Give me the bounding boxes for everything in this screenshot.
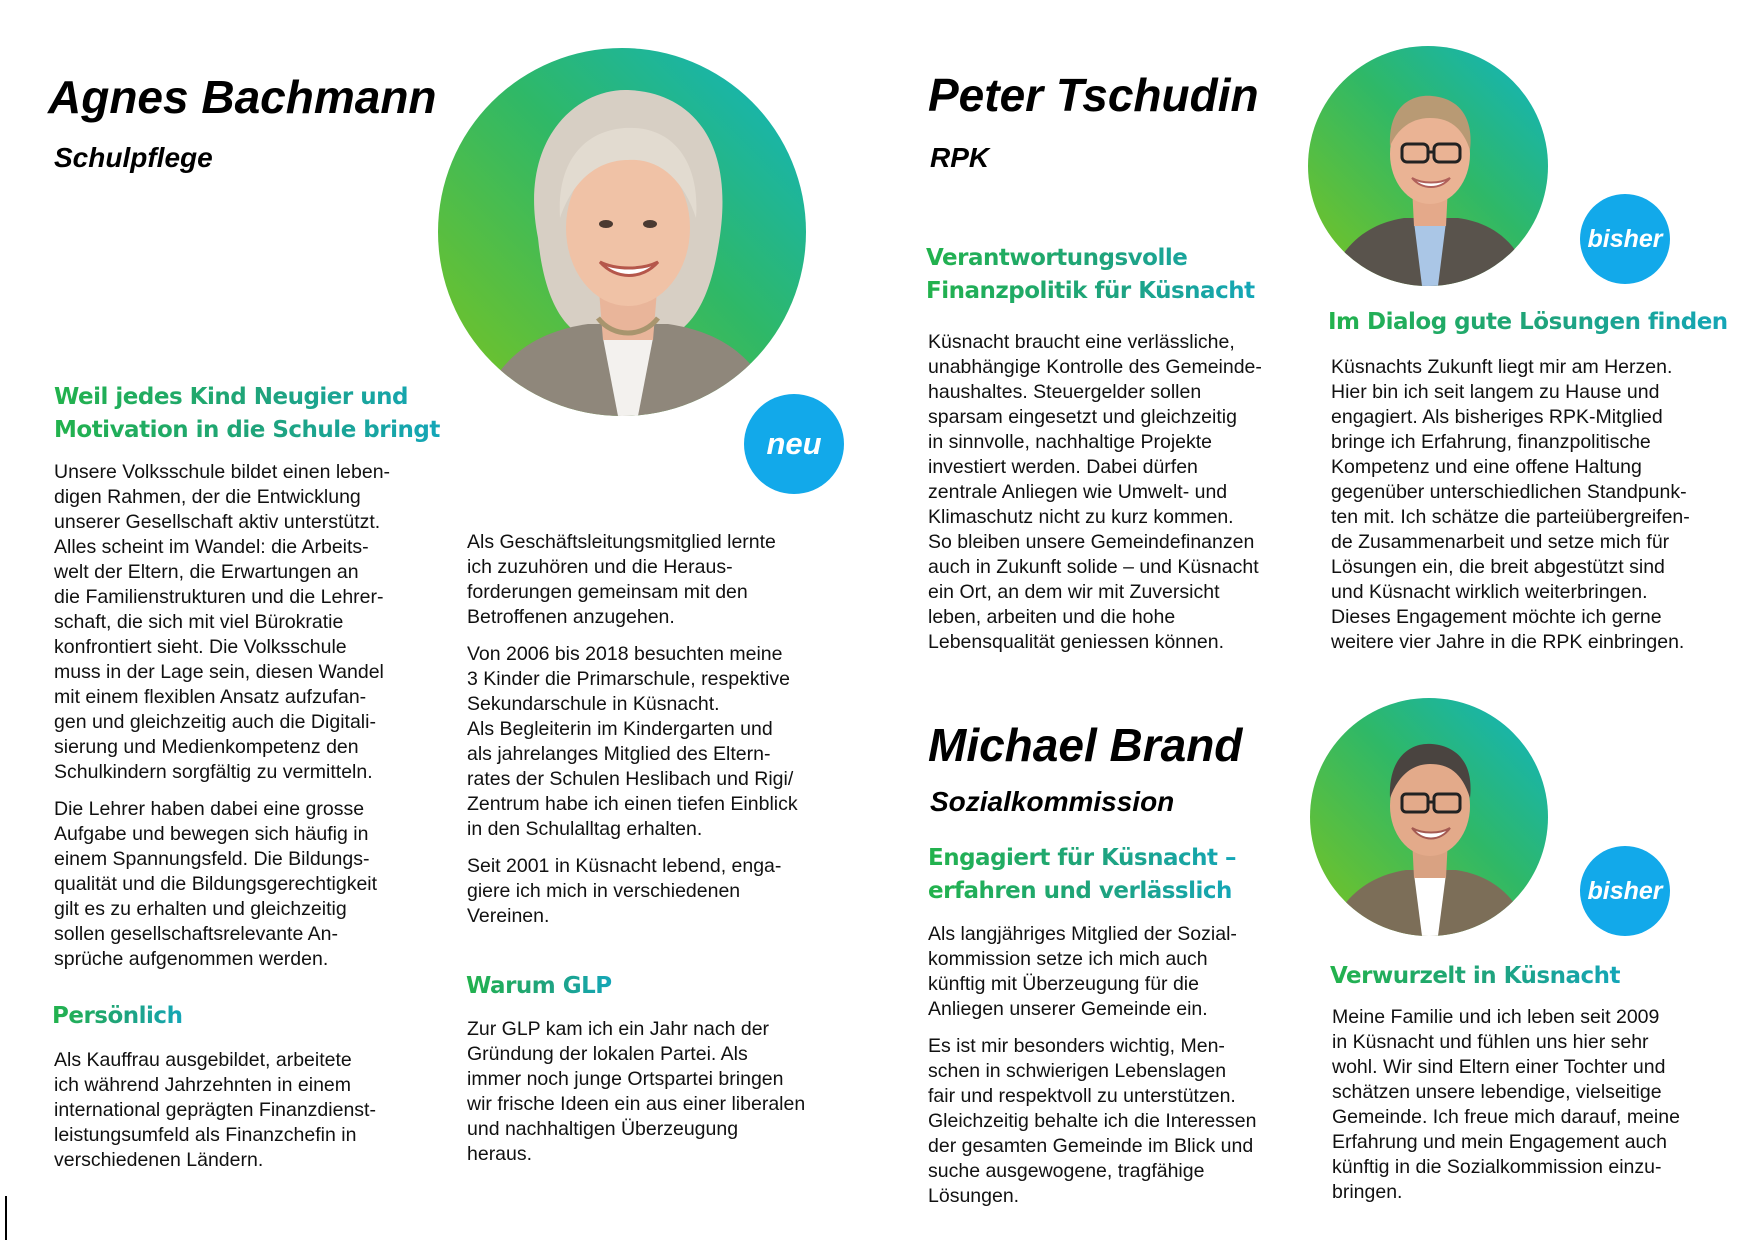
paragraph-glp: Zur GLP kam ich ein Jahr nach der Gründung der lokalen Partei. Als immer noch junge Ortspartei bringen wir frische Ideen ein aus einer liberalen und nachhaltigen Überzeugung heraus.	[467, 1018, 806, 1165]
paragraph-michael-familie: Meine Familie und ich leben seit 2009 in Küsnacht und fühlen uns hier sehr wohl. Wir sind Eltern einer Tochter und schätzen unsere lebendige, vielseitige Gemeinde. Ich freue mich darauf, meine Erfahrung und mein Engagement auch künftig in die Sozialkommission einzu- bringen.	[1332, 1006, 1680, 1203]
headline-peter-dialog: Im Dialog gute Lösungen finden	[1328, 306, 1728, 339]
headline-michael-engagiert: Engagiert für Küsnacht – erfahren und verlässlich	[928, 842, 1236, 908]
paragraph-peter-zukunft: Küsnachts Zukunft liegt mir am Herzen. Hier bin ich seit langem zu Hause und engagiert. Als bisheriges RPK-Mitglied bringe ich Erfahrung, finanzpolitische Kompetenz und eine offene Haltung gegenüber unterschiedlichen Standpunk- ten mit. Ich schätze die parteiübergreifen- de Zusammenarbeit und setze mich für Lösungen ein, die breit abgestützt sind und Küsnacht wirklich weiterbringen. Dieses Engagement möchte ich gerne weitere vier Jahre in die RPK einbringen.	[1331, 356, 1690, 653]
paragraph-geschaeftsleitung: Als Geschäftsleitungsmitglied lernte ich zuzuhören und die Heraus- forderungen gemeinsam mit den Betroffenen anzugehen.	[467, 531, 776, 628]
candidate-name-agnes: Agnes Bachmann	[48, 71, 437, 123]
candidate-name-peter: Peter Tschudin	[928, 69, 1259, 121]
text-column-agnes-1	[54, 460, 434, 984]
portrait-michael-image	[1310, 698, 1548, 936]
headline-agnes-main: Weil jedes Kind Neugier und Motivation in die Schule bringt	[54, 381, 440, 447]
heading-persoenlich: Persönlich	[52, 1000, 182, 1033]
paragraph-peter-kontrolle: Küsnacht braucht eine verlässliche, unabhängige Kontrolle des Gemeinde- haushaltes. Steuergelder sollen sparsam eingesetzt und gleichzeitig in sinnvolle, nachhaltige Projekte investiert werden. Dabei dürfen zentrale Anliegen wie Umwelt- und Klimaschutz nicht zu kurz kommen. So bleiben unsere Gemeindefinanzen auch in Zukunft solide – und Küsnacht ein Ort, an dem wir mit Zuversicht leben, arbeiten und die hohe Lebensqualität geniessen können.	[928, 331, 1262, 653]
candidate-role-michael: Sozialkommission	[930, 786, 1175, 817]
paragraph-michael-sozialkommission: Als langjähriges Mitglied der Sozial- kommission setze ich mich auch künftig mit Überzeugung für die Anliegen unserer Gemeinde ein.	[928, 923, 1237, 1020]
text-peter-2	[1331, 355, 1741, 655]
paragraph-kinder: Von 2006 bis 2018 besuchten meine 3 Kinder die Primarschule, respektive Sekundarschule in Küsnacht. Als Begleiterin im Kindergarten und als jahrelanges Mitglied des Eltern- rates der Schulen Heslibach und Rigi/ Zentrum habe ich einen tiefen Einblick in den Schulalltag erhalten.	[467, 643, 798, 840]
heading-warum-glp: Warum GLP	[466, 970, 612, 1003]
portrait-peter	[1308, 46, 1548, 286]
candidate-role-agnes: Schulpflege	[54, 142, 213, 173]
headline-peter-finanzpolitik: Verantwortungsvolle Finanzpolitik für Küsnacht	[926, 242, 1255, 308]
portrait-agnes-image	[438, 48, 806, 416]
paragraph-persoenlich: Als Kauffrau ausgebildet, arbeitete ich während Jahrzehnten in einem international geprägten Finanzdienst- leistungsumfeld als Finanzchefin in verschiedenen Ländern.	[54, 1049, 376, 1171]
portrait-agnes	[438, 48, 806, 416]
text-warum-glp	[467, 1017, 847, 1167]
text-peter-1	[928, 330, 1308, 655]
candidate-name-michael: Michael Brand	[928, 719, 1243, 771]
paragraph-michael-lebenslagen: Es ist mir besonders wichtig, Men- schen in schwierigen Lebenslagen fair und respektvoll zu unterstützen. Gleichzeitig behalte ich die Interessen der gesamten Gemeinde im Blick und suche ausgewogene, tragfähige Lösungen.	[928, 1035, 1257, 1207]
paragraph-lehrer: Die Lehrer haben dabei eine grosse Aufgabe und bewegen sich häufig in einem Spannungsfeld. Die Bildungs- qualität und die Bildungsgerechtigkeit gilt es zu erhalten und gleichzeitig sollen gesellschaftsrelevante An- sprüche aufgenommen werden.	[54, 798, 378, 970]
headline-michael-verwurzelt: Verwurzelt in Küsnacht	[1330, 960, 1620, 993]
badge-bisher-peter: bisher	[1580, 194, 1670, 284]
paragraph-vereine: Seit 2001 in Küsnacht lebend, enga- giere ich mich in verschiedenen Vereinen.	[467, 855, 782, 927]
paragraph-volksschule: Unsere Volksschule bildet einen leben- digen Rahmen, der die Entwicklung unserer Gesellschaft aktiv unterstützt. Alles scheint im Wandel: die Arbeits- welt der Eltern, die Erwartungen an die Familienstrukturen und die Lehrer- schaft, die sich mit viel Bürokratie konfrontiert sieht. Die Volksschule muss in der Lage sein, diesen Wandel mit einem flexiblen Ansatz aufzufan- gen und gleichzeitig auch die Digitali- sierung und Medienkompetenz den Schulkindern sorgfältig zu vermitteln.	[54, 461, 391, 783]
text-michael-1	[928, 922, 1308, 1221]
candidate-role-peter: RPK	[930, 142, 990, 173]
portrait-michael	[1310, 698, 1548, 936]
badge-neu: neu	[744, 394, 844, 494]
portrait-peter-image	[1308, 46, 1548, 286]
badge-bisher-michael: bisher	[1580, 846, 1670, 936]
text-persoenlich	[54, 1048, 434, 1173]
page-edge-line	[5, 1196, 7, 1240]
text-michael-2	[1332, 1005, 1742, 1205]
text-column-agnes-2	[467, 530, 847, 941]
